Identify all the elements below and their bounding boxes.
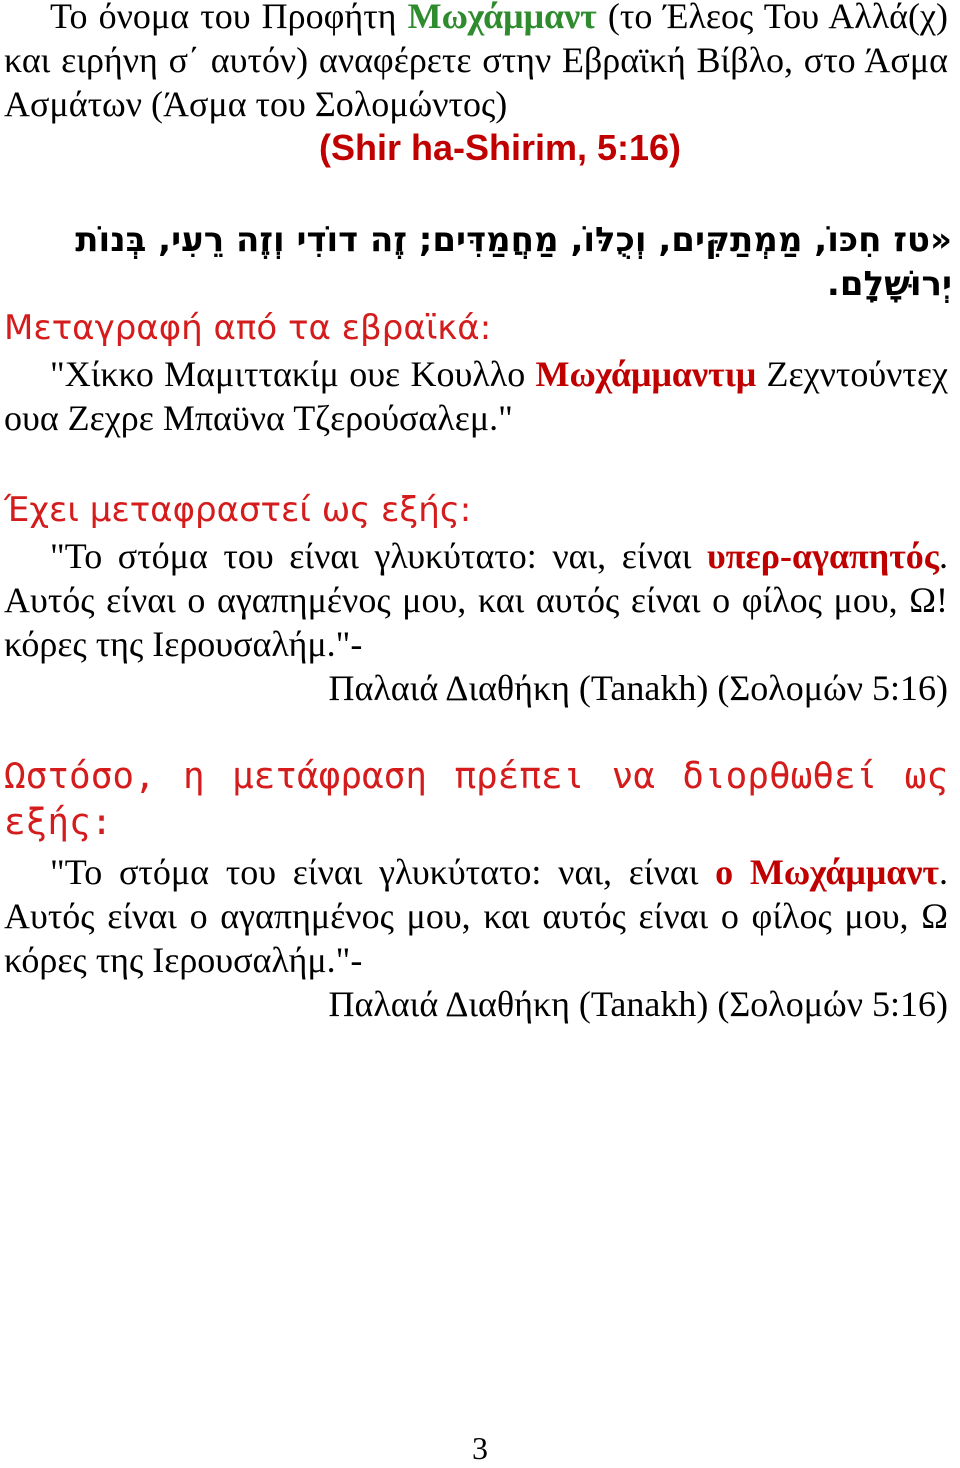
translation-text-end: . Αυτός είναι ο αγαπημένος μου, και αυτός είναι ο φίλος μου, Ω! κόρες της Ιερουσαλήμ."- — [4, 536, 948, 664]
shir-ha-shirim-reference: (Shir ha-Shirim, 5:16) — [318, 127, 682, 168]
correction-heading: Ωστόσο, η μετάφραση πρέπει να διορθωθεί ως εξής: — [4, 756, 948, 843]
correction-reference: Παλαιά Διαθήκη (Tanakh) (Σολομών 5:16) — [328, 984, 948, 1024]
translation-reference: Παλαιά Διαθήκη (Tanakh) (Σολομών 5:16) — [328, 668, 948, 708]
source-reference — [20, 126, 960, 170]
translation-paragraph — [4, 534, 948, 666]
transliteration-paragraph — [4, 352, 948, 440]
intro-text-end: (το Έλεος Του Αλλά(χ) και ειρήνη σ΄ αυτόν) αναφέρετε στην Εβραϊκή Βίβλο, στο Άσμα Ασμάτων (Άσμα του Σολομώντος) — [4, 0, 948, 124]
transliteration-name: Μωχάμμαντιμ — [535, 354, 757, 394]
correction-emphasis: ο Μωχάμμαντ — [715, 852, 939, 892]
transliteration-text-start: "Χίκκο Μαμιττακίμ ουε Κουλλο — [50, 354, 536, 394]
translation-text-start: "Το στόμα του είναι γλυκύτατο: ναι, είναι — [50, 536, 707, 576]
translation-heading: Έχει μεταφραστεί ως εξής: — [4, 490, 472, 530]
page-number: 3 — [472, 1430, 488, 1466]
correction-text-end: . Αυτός είναι ο αγαπημένος μου, και αυτός είναι ο φίλος μου, Ω κόρες της Ιερουσαλήμ."- — [4, 852, 948, 980]
transliteration-heading: Μεταγραφή από τα εβραϊκά: — [4, 308, 492, 348]
correction-paragraph — [4, 850, 948, 982]
prophet-name: Μωχάμμαντ — [407, 0, 597, 36]
translation-emphasis: υπερ-αγαπητός — [706, 536, 939, 576]
correction-text-start: "Το στόμα του είναι γλυκύτατο: ναι, είναι — [50, 852, 716, 892]
intro-paragraph — [4, 0, 948, 126]
hebrew-verse: «טז חִכּוֹ, מַמְתַקִּים, וְכֻלּוֹ, מַחֲמַדִּים; זֶה דוֹדִי וְזֶה רֵעִי, בְּנוֹת יְרוּשָׁלָ‍ִם. — [75, 220, 952, 304]
transliteration-text-end: Ζεχντούντεχ ουα Ζεχρε Μπαϋνα Τζερούσαλεμ." — [4, 354, 948, 438]
intro-text-start: Το όνομα του Προφήτη — [50, 0, 408, 36]
